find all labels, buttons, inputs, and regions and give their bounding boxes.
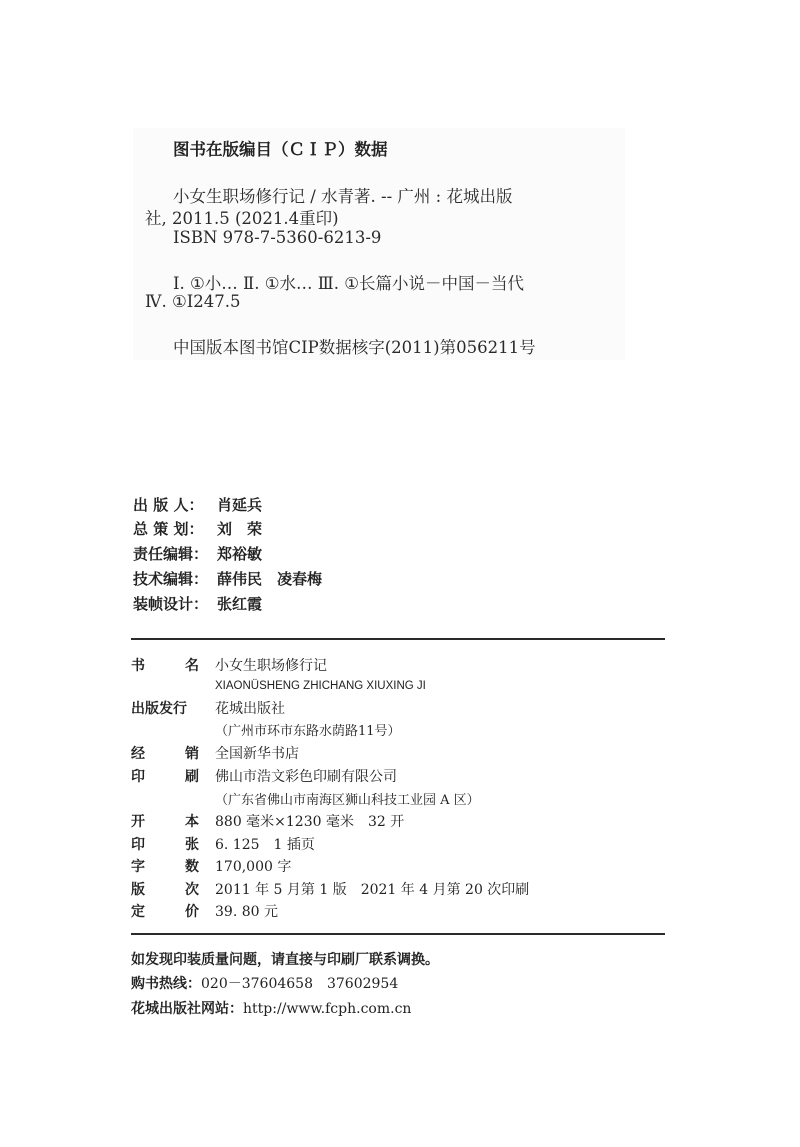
cip-line-isbn: ISBN 978-7-5360-6213-9	[173, 228, 382, 247]
spec-value: 2011 年 5 月第 1 版 2021 年 4 月第 20 次印刷	[215, 882, 530, 898]
credit-label: 出 版 人：	[133, 496, 204, 514]
spec-label: 印 张	[131, 837, 199, 853]
credit-value: 郑裕敏	[217, 545, 263, 563]
spec-value: 全国新华书店	[215, 746, 299, 762]
hotline-line	[131, 973, 398, 993]
spec-value: 佛山市浩文彩色印刷有限公司	[215, 769, 397, 785]
spec-label: 出版发行	[131, 701, 187, 717]
divider-top	[131, 638, 665, 640]
cip-line-classification: Ⅳ. ①I247.5	[145, 292, 241, 311]
spec-value-address: （广州市环市东路水荫路11号）	[215, 724, 401, 739]
spec-value: 880 毫米×1230 毫米 32 开	[215, 814, 405, 830]
hotline-label: 购书热线：	[131, 976, 201, 992]
hotline-value: 020－37604658 37602954	[201, 976, 399, 992]
spec-value: 花城出版社	[215, 701, 285, 717]
spec-value: 小女生职场修行记	[215, 658, 327, 674]
spec-label: 印 刷	[131, 769, 199, 785]
spec-value: 6. 125 1 插页	[215, 837, 315, 853]
spec-label: 经 销	[131, 746, 199, 762]
spec-value-address: （广东省佛山市南海区狮山科技工业园 A 区）	[215, 793, 480, 808]
credit-cover-designer	[133, 593, 262, 614]
credit-value: 刘 荣	[217, 520, 263, 538]
credit-value: 肖延兵	[217, 496, 263, 514]
website-link[interactable]: http://www.fcph.com.cn	[243, 1001, 412, 1017]
spec-label: 书 名	[131, 658, 199, 674]
credit-label: 责任编辑：	[133, 545, 209, 563]
credit-publisher	[133, 494, 262, 515]
spec-label: 版 次	[131, 882, 199, 898]
cip-line-approval-number: 中国版本图书馆CIP数据核字(2011)第056211号	[173, 338, 536, 357]
credit-value: 张红霞	[217, 595, 263, 613]
quality-notice: 如发现印装质量问题，请直接与印刷厂联系调换。	[131, 952, 439, 968]
spec-value-pinyin: XIAONÜSHENG ZHICHANG XIUXING JI	[215, 680, 426, 692]
credit-label: 总 策 划：	[133, 520, 204, 538]
website-line	[131, 998, 411, 1018]
website-label: 花城出版社网站：	[131, 1001, 243, 1017]
credit-label: 技术编辑：	[133, 570, 209, 588]
spec-label: 字 数	[131, 859, 199, 875]
cip-title: 图书在版编目（ＣＩＰ）数据	[173, 140, 388, 159]
credit-technical-editor	[133, 568, 322, 589]
credit-label: 装帧设计：	[133, 595, 209, 613]
cip-line-publisher-date: 社, 2011.5 (2021.4重印)	[145, 209, 339, 228]
spec-label: 开 本	[131, 814, 199, 830]
credit-chief-planner	[133, 518, 262, 539]
cip-line-subjects: Ⅰ. ①小… Ⅱ. ①水… Ⅲ. ①长篇小说－中国－当代	[173, 274, 524, 293]
spec-label: 定 价	[131, 904, 199, 920]
cip-line-title-author: 小女生职场修行记 / 水青著. -- 广州 : 花城出版	[173, 187, 513, 206]
credit-value: 薛伟民 凌春梅	[217, 570, 323, 588]
spec-value: 170,000 字	[215, 859, 292, 875]
divider-bottom	[131, 933, 665, 935]
spec-value: 39. 80 元	[215, 904, 278, 920]
credit-responsible-editor	[133, 543, 262, 564]
